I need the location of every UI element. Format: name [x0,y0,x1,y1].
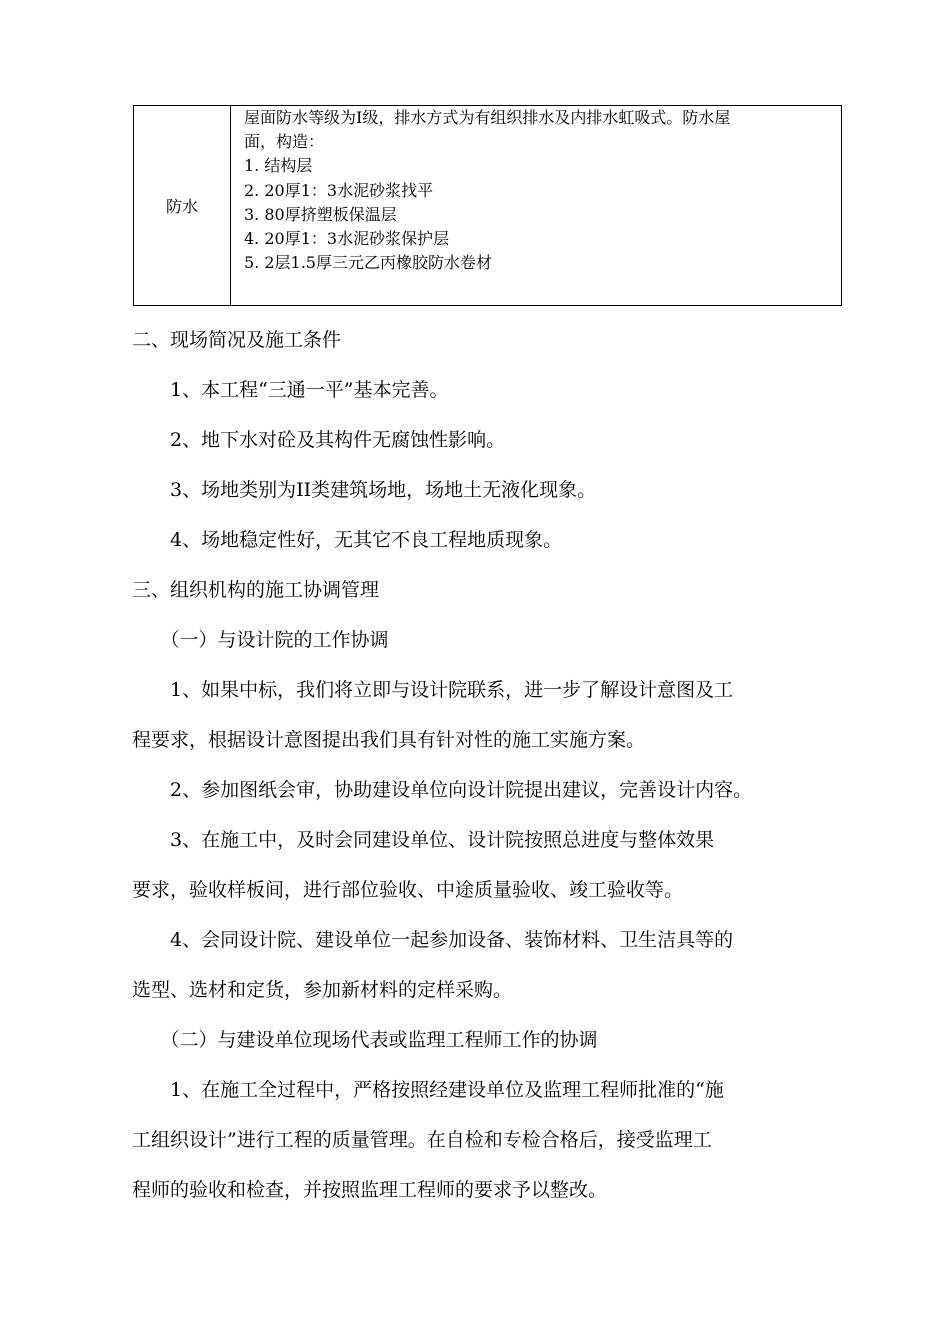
paragraph-line: 1、如果中标，我们将立即与设计院联系，进一步了解设计意图及工 [132,679,734,701]
table-line: 1. 结构层 [244,156,313,176]
subsection-heading: （二）与建设单位现场代表或监理工程师工作的协调 [132,1029,598,1051]
paragraph-line: 2、参加图纸会审，协助建设单位向设计院提出建议，完善设计内容。 [132,779,753,801]
section-heading: 三、组织机构的施工协调管理 [132,579,380,601]
paragraph-line: 3、在施工中，及时会同建设单位、设计院按照总进度与整体效果 [132,829,715,851]
paragraph-line: 要求，验收样板间，进行部位验收、中途质量验收、竣工验收等。 [132,879,684,901]
section-heading: 二、现场简况及施工条件 [132,329,342,351]
table-line: 2. 20厚1：3水泥砂浆找平 [244,180,434,200]
table-line: 屋面防水等级为Ⅰ级，排水方式为有组织排水及内排水虹吸式。防水屋 [244,108,731,127]
paragraph-line: 程要求，根据设计意图提出我们具有针对性的施工实施方案。 [132,729,646,751]
paragraph-line: 选型、选材和定货，参加新材料的定样采购。 [132,979,513,1001]
table-cell-content [244,106,837,275]
table-line: 3. 80厚挤塑板保温层 [244,204,397,224]
paragraph-line: 1、在施工全过程中，严格按照经建设单位及监理工程师批准的“施 [132,1079,724,1101]
subsection-heading: （一）与设计院的工作协调 [132,629,389,651]
table-line: 4. 20厚1：3水泥砂浆保护层 [244,229,450,249]
table-row-label: 防水 [165,197,198,216]
table-line: 面，构造： [244,132,325,152]
paragraph-line: 3、场地类别为II类建筑场地，场地土无液化现象。 [132,479,597,501]
paragraph-line: 2、地下水对砼及其构件无腐蚀性影响。 [132,429,506,451]
paragraph-line: 程师的验收和检查，并按照监理工程师的要求予以整改。 [132,1179,608,1201]
paragraph-line: 工组织设计”进行工程的质量管理。在自检和专检合格后，接受监理工 [132,1129,712,1151]
table-line: 5. 2层1.5厚三元乙丙橡胶防水卷材 [244,253,492,273]
paragraph-line: 1、本工程“三通一平”基本完善。 [132,379,449,401]
table-divider [230,106,231,305]
paragraph-line: 4、会同设计院、建设单位一起参加设备、装饰材料、卫生洁具等的 [132,929,734,951]
paragraph-line: 4、场地稳定性好，无其它不良工程地质现象。 [132,529,563,551]
specification-table [133,105,842,306]
